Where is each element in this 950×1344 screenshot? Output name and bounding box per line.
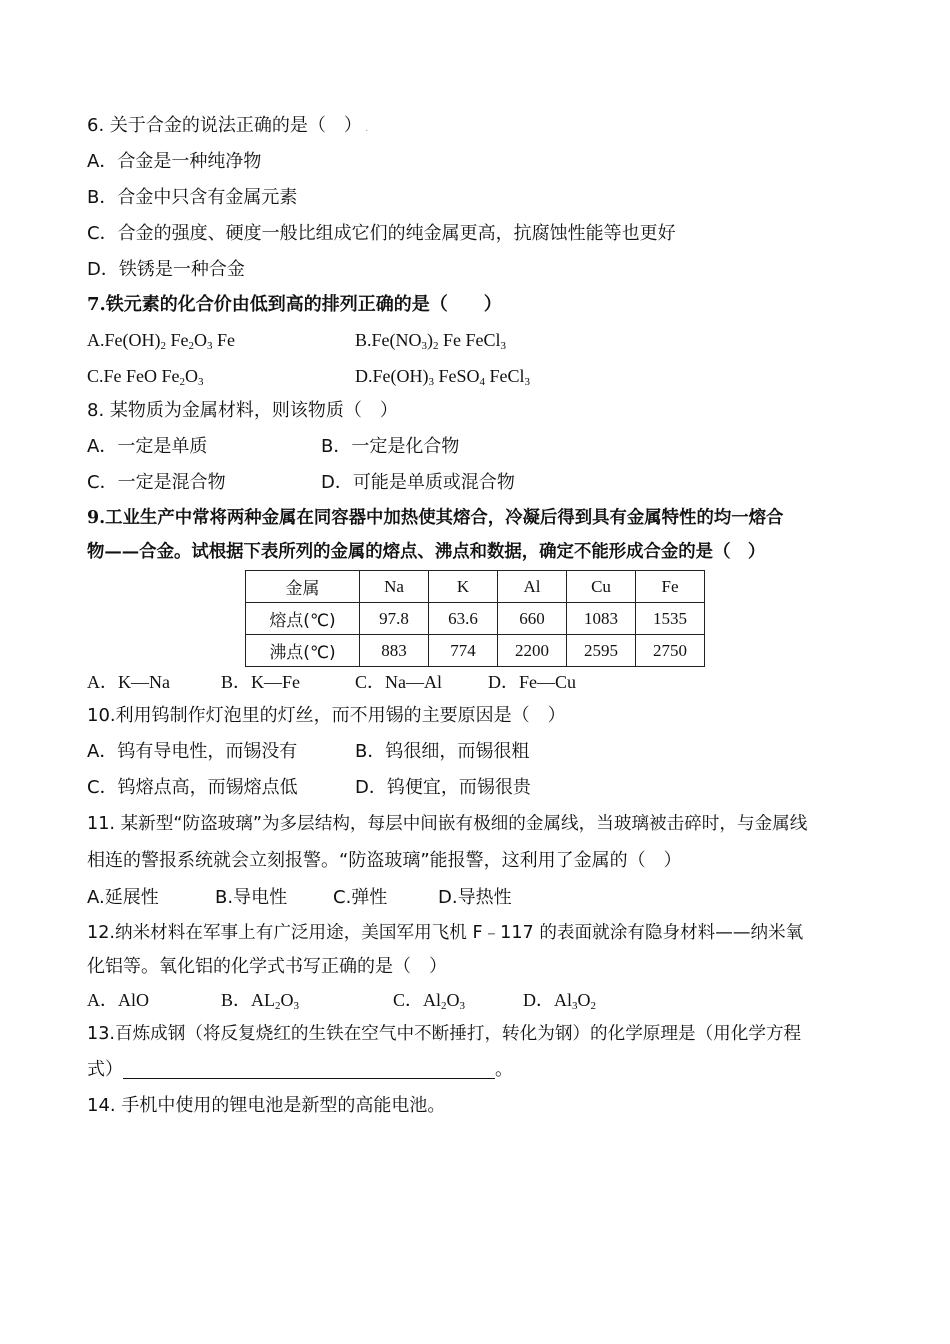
q12-stem-line1: 12.纳米材料在军事上有广泛用途，美国军用飞机 F﹣117 的表面就涂有隐身材料——纳米氧 <box>87 923 804 943</box>
q11-option-b: B.导电性 <box>215 887 288 908</box>
q11-option-c: C.弹性 <box>333 887 388 908</box>
table-header-cell: 金属 <box>246 571 360 603</box>
q13-stem-line1: 13.百炼成钢（将反复烧红的生铁在空气中不断捶打，转化为钢）的化学原理是（用化学方程 <box>87 1024 802 1044</box>
q14-stem: 14. 手机中使用的锂电池是新型的高能电池。 <box>87 1095 446 1116</box>
q6-option-a: A．合金是一种纯净物 <box>87 151 262 172</box>
q7-option-d: $D.Fe(OH)_3$ FeSO$_4$ FeCl$_3$ <box>355 366 531 388</box>
q10-option-a: A．钨有导电性，而锡没有 <box>87 741 298 762</box>
q8-stem: 8. 某物质为金属材料，则该物质（ ） <box>87 400 398 421</box>
q9-option-b: B．K—Fe <box>221 672 301 692</box>
table-cell: 2750 <box>636 635 705 667</box>
table-cell: 883 <box>360 635 429 667</box>
table-row-label: 熔点(℃) <box>246 603 360 635</box>
table-row-label: 沸点(℃) <box>246 635 360 667</box>
q12-option-d: D．$Al_3O_2$ <box>523 990 596 1012</box>
q9-stem-line1: 9.工业生产中常将两种金属在同容器中加热使其熔合，冷凝后得到具有金属特性的均一熔合 <box>87 508 784 528</box>
table-cell: 660 <box>498 603 567 635</box>
q11-stem-line1: 11. 某新型“防盗玻璃”为多层结构，每层中间嵌有极细的金属线，当玻璃被击碎时，与金属线 <box>87 814 808 834</box>
q11-option-d: D.导热性 <box>438 887 512 908</box>
table-header-cell: Cu <box>567 571 636 603</box>
q9-option-a: A．K—Na <box>87 672 170 692</box>
q8-option-d: D．可能是单质或混合物 <box>321 472 515 493</box>
table-cell: 97.8 <box>360 603 429 635</box>
table-header-cell: Al <box>498 571 567 603</box>
table-cell: 1083 <box>567 603 636 635</box>
q11-option-a: A.延展性 <box>87 887 159 908</box>
q6-stem: 6. 关于合金的说法正确的是（ ） . <box>87 115 369 136</box>
q6-option-d: D．铁锈是一种合金 <box>87 259 245 280</box>
q8-option-b: B．一定是化合物 <box>321 436 460 457</box>
table-header-cell: Fe <box>636 571 705 603</box>
table-cell: 2595 <box>567 635 636 667</box>
q13-answer-blank[interactable] <box>123 1060 495 1079</box>
table-header-cell: Na <box>360 571 429 603</box>
q9-stem-line2: 物——合金。试根据下表所列的金属的熔点、沸点和数据，确定不能形成合金的是（ ） <box>87 542 766 562</box>
q10-stem: 10.利用钨制作灯泡里的灯丝，而不用锡的主要原因是（ ） <box>87 705 566 726</box>
q13-stem-line2: 式） 。 <box>87 1059 513 1080</box>
q7-option-b: $B.Fe(NO_3)_2$ Fe FeCl$_3$ <box>355 330 507 352</box>
q8-option-a: A．一定是单质 <box>87 436 208 457</box>
q10-option-b: B．钨很细，而锡很粗 <box>355 741 530 762</box>
q11-stem-line2: 相连的警报系统就会立刻报警。“防盗玻璃”能报警，这利用了金属的（ ） <box>87 850 682 871</box>
q7-option-c: C.Fe FeO $Fe_2O_3$ <box>87 366 204 388</box>
table-cell: 774 <box>429 635 498 667</box>
table-cell: 1535 <box>636 603 705 635</box>
q9-option-c: C．Na—Al <box>355 672 442 692</box>
q12-option-a: A．AlO <box>87 990 149 1010</box>
q10-option-c: C．钨熔点高，而锡熔点低 <box>87 777 298 798</box>
table-cell: 63.6 <box>429 603 498 635</box>
table-row-header <box>246 571 705 603</box>
q7-option-a: $A.Fe(OH)_2$ $Fe_2O_3$ Fe <box>87 330 235 352</box>
q12-option-b: B．$AL_2O_3$ <box>221 990 299 1012</box>
table-row-melting <box>246 603 705 635</box>
q12-option-c: C．$Al_2O_3$ <box>393 990 466 1012</box>
table-cell: 2200 <box>498 635 567 667</box>
q6-option-c: C．合金的强度、硬度一般比组成它们的纯金属更高，抗腐蚀性能等也更好 <box>87 223 676 244</box>
q7-stem: 7.铁元素的化合价由低到高的排列正确的是（ ） <box>87 294 502 315</box>
q9-option-d: D．Fe—Cu <box>488 672 577 692</box>
table-row-boiling <box>246 635 705 667</box>
q6-option-b: B．合金中只含有金属元素 <box>87 187 298 208</box>
q12-stem-line2: 化铝等。氧化铝的化学式书写正确的是（ ） <box>87 956 447 977</box>
q10-option-d: D．钨便宜，而锡很贵 <box>355 777 531 798</box>
q8-option-c: C．一定是混合物 <box>87 472 226 493</box>
table-header-cell: K <box>429 571 498 603</box>
melting-boiling-table <box>245 570 705 667</box>
